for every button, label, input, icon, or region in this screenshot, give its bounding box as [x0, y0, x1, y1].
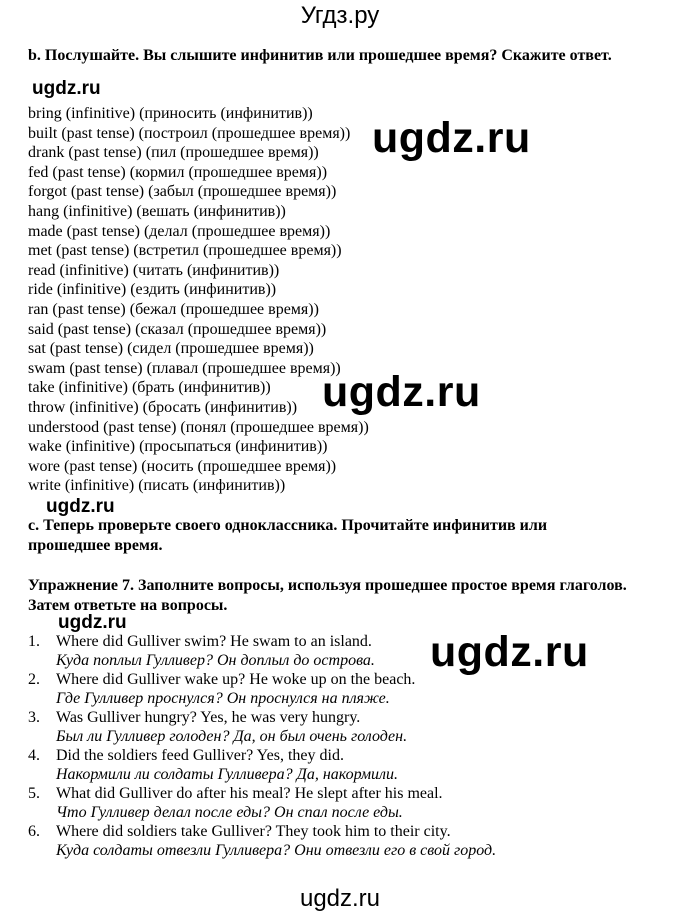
list-item: hang (infinitive) (вешать (инфинитив)) — [28, 202, 286, 220]
question-answer: What did Gulliver do after his meal? He slept after his meal. — [56, 785, 443, 802]
question-answer: Did the soldiers feed Gulliver? Yes, they did. — [56, 747, 344, 764]
item-number: 1. — [28, 633, 40, 650]
exercise-7-heading: Упражнение 7. Заполните вопросы, используя прошедшее простое время глаголов. Затем ответьте на вопросы. — [28, 577, 627, 614]
list-item: take (infinitive) (брать (инфинитив)) — [28, 379, 271, 397]
item-number: 3. — [28, 709, 40, 726]
list-item — [28, 670, 496, 708]
translation: Накормили ли солдаты Гулливера? Да, накормили. — [56, 766, 399, 783]
watermark-small-2: ugdz.ru — [46, 496, 115, 517]
list-item — [28, 784, 496, 822]
list-item — [28, 822, 496, 860]
translation: Что Гулливер делал после еды? Он спал после еды. — [56, 804, 403, 821]
list-item: understood (past tense) (понял (прошедшее время)) — [28, 418, 369, 436]
list-item: throw (infinitive) (бросать (инфинитив)) — [28, 398, 298, 416]
section-b-heading: b. Послушайте. Вы слышите инфинитив или прошедшее время? Скажите ответ. — [28, 47, 612, 64]
question-answer: Where did Gulliver wake up? He woke up on the beach. — [56, 671, 416, 688]
translation: Был ли Гулливер голоден? Да, он был очень голоден. — [56, 728, 408, 745]
watermark-big-3: ugdz.ru — [430, 628, 589, 676]
list-item: forgot (past tense) (забыл (прошедшее время)) — [28, 183, 337, 201]
list-item: made (past tense) (делал (прошедшее время)) — [28, 222, 331, 240]
watermark-big-2: ugdz.ru — [322, 368, 481, 416]
word-list — [28, 104, 369, 496]
list-item: read (infinitive) (читать (инфинитив)) — [28, 261, 280, 279]
list-item: fed (past tense) (кормил (прошедшее время)) — [28, 163, 328, 181]
watermark-small-3: ugdz.ru — [58, 612, 127, 633]
list-item: wake (infinitive) (просыпаться (инфинитив)) — [28, 438, 328, 456]
list-item: drank (past tense) (пил (прошедшее время)) — [28, 144, 319, 162]
translation: Где Гулливер проснулся? Он проснулся на пляже. — [56, 690, 390, 707]
section-c-heading: c. Теперь проверьте своего одноклассника. Прочитайте инфинитив или прошедшее время. — [28, 517, 548, 554]
list-item: wore (past tense) (носить (прошедшее время)) — [28, 457, 337, 475]
exercise-7-list — [28, 632, 496, 860]
translation: Куда солдаты отвезли Гулливера? Они отвезли его в свой город. — [56, 842, 497, 859]
item-number: 4. — [28, 747, 40, 764]
list-item: met (past tense) (встретил (прошедшее время)) — [28, 242, 342, 260]
translation: Куда поплыл Гулливер? Он доплыл до острова. — [56, 652, 375, 669]
question-answer: Where did Gulliver swim? He swam to an island. — [56, 633, 372, 650]
list-item: built (past tense) (построил (прошедшее время)) — [28, 124, 351, 142]
list-item: swam (past tense) (плавал (прошедшее время)) — [28, 359, 341, 377]
item-number: 6. — [28, 823, 40, 840]
list-item — [28, 708, 496, 746]
list-item — [28, 746, 496, 784]
item-number: 2. — [28, 671, 40, 688]
item-number: 5. — [28, 785, 40, 802]
list-item: ran (past tense) (бежал (прошедшее время)) — [28, 300, 319, 318]
list-item: ride (infinitive) (ездить (инфинитив)) — [28, 281, 277, 299]
list-item — [28, 632, 496, 670]
watermark-bottom: ugdz.ru — [299, 885, 381, 912]
watermark-small-1: ugdz.ru — [32, 78, 101, 99]
list-item: write (infinitive) (писать (инфинитив)) — [28, 477, 286, 495]
list-item: sat (past tense) (сидел (прошедшее время)) — [28, 340, 314, 358]
question-answer: Where did soldiers take Gulliver? They took him to their city. — [56, 823, 451, 840]
question-answer: Was Gulliver hungry? Yes, he was very hungry. — [56, 709, 361, 726]
watermark-top: Угдз.ру — [300, 2, 380, 29]
list-item: bring (infinitive) (приносить (инфинитив)) — [28, 105, 313, 122]
list-item: said (past tense) (сказал (прошедшее время)) — [28, 320, 327, 338]
watermark-big-1: ugdz.ru — [372, 114, 531, 162]
